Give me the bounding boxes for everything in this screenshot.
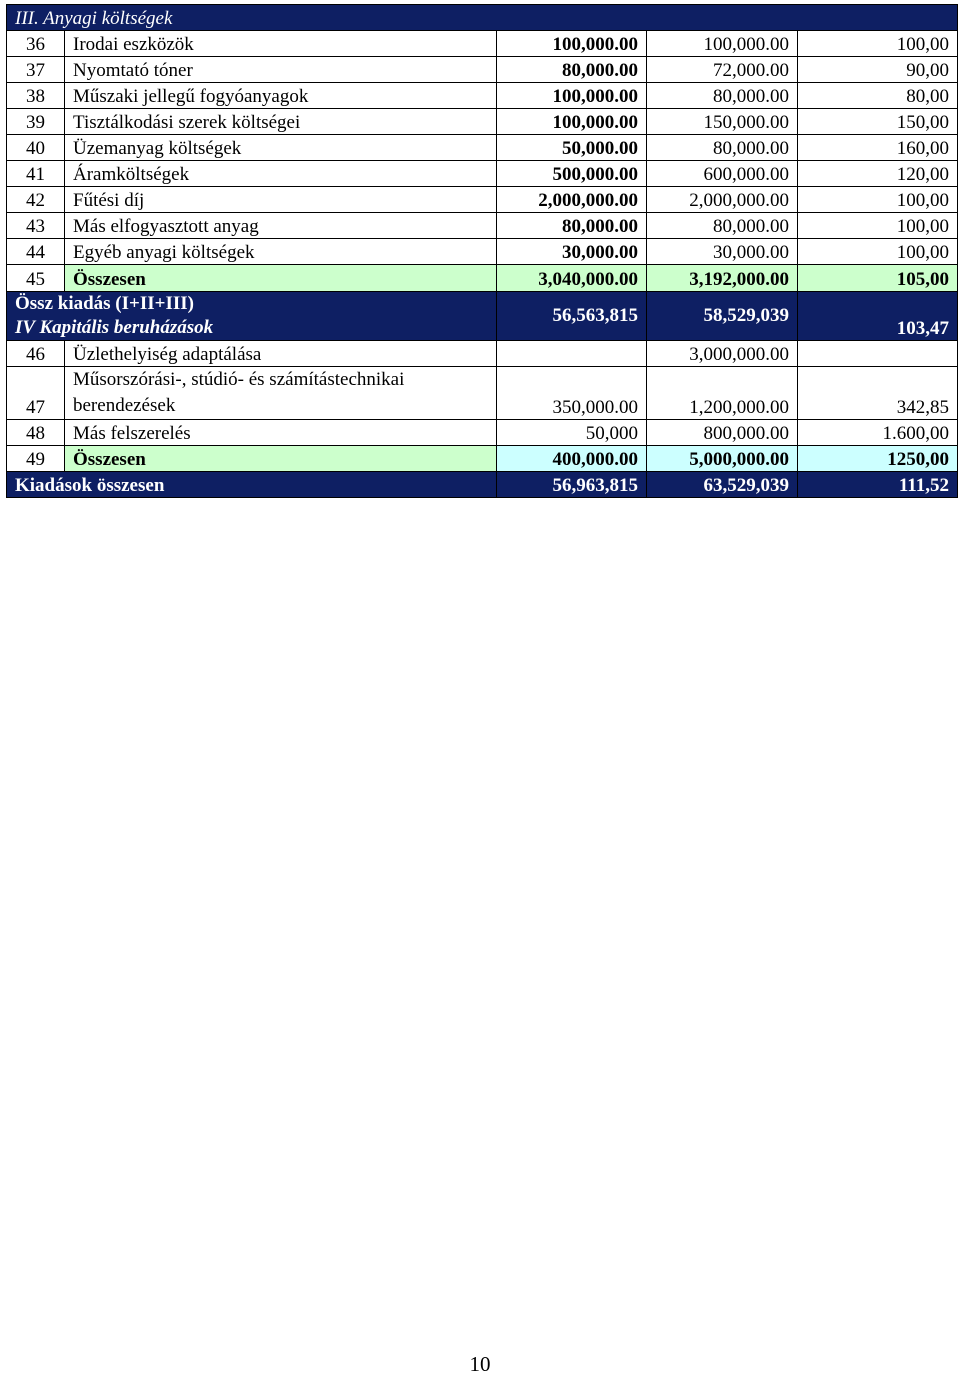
table-row xyxy=(7,57,958,83)
grand-total-row xyxy=(7,472,958,498)
table-row xyxy=(7,83,958,109)
subtotal-planned: 3,040,000.00 xyxy=(497,265,647,292)
row-name: Tisztálkodási szerek költségei xyxy=(65,109,497,135)
row-number: 38 xyxy=(7,83,65,109)
total-summary-index: 103,47 xyxy=(798,292,958,341)
row-name: Más elfogyasztott anyag xyxy=(65,213,497,239)
actual-value: 100,000.00 xyxy=(647,31,798,57)
actual-value: 800,000.00 xyxy=(647,420,798,446)
row-name: Műsorszórási-, stúdió- és számítástechnikai berendezések xyxy=(65,367,497,420)
planned-value: 100,000.00 xyxy=(497,83,647,109)
planned-value: 500,000.00 xyxy=(497,161,647,187)
row-number: 39 xyxy=(7,109,65,135)
index-value: 100,00 xyxy=(798,187,958,213)
index-value: 160,00 xyxy=(798,135,958,161)
row-number: 46 xyxy=(7,341,65,367)
table-row xyxy=(7,341,958,367)
planned-value: 30,000.00 xyxy=(497,239,647,265)
section-title: III. Anyagi költségek xyxy=(7,5,958,31)
grand-total-planned: 56,963,815 xyxy=(497,472,647,498)
table-row xyxy=(7,135,958,161)
planned-value xyxy=(497,341,647,367)
table-row xyxy=(7,239,958,265)
actual-value: 80,000.00 xyxy=(647,135,798,161)
row-number: 49 xyxy=(7,446,65,472)
actual-value: 150,000.00 xyxy=(647,109,798,135)
total-summary-labels xyxy=(7,292,497,341)
actual-value: 2,000,000.00 xyxy=(647,187,798,213)
table-row xyxy=(7,161,958,187)
index-value: 120,00 xyxy=(798,161,958,187)
row-number: 40 xyxy=(7,135,65,161)
planned-value: 100,000.00 xyxy=(497,109,647,135)
row-name: Műszaki jellegű fogyóanyagok xyxy=(65,83,497,109)
row-number: 41 xyxy=(7,161,65,187)
capital-subtotal-index: 1250,00 xyxy=(798,446,958,472)
subtotal-label: Összesen xyxy=(65,265,497,292)
planned-value: 100,000.00 xyxy=(497,31,647,57)
total-summary-planned: 56,563,815 xyxy=(497,292,647,341)
index-value: 100,00 xyxy=(798,239,958,265)
capital-subtotal-row xyxy=(7,446,958,472)
table-row xyxy=(7,187,958,213)
table-row xyxy=(7,31,958,57)
grand-total-actual: 63,529,039 xyxy=(647,472,798,498)
index-value: 1.600,00 xyxy=(798,420,958,446)
planned-value: 350,000.00 xyxy=(497,367,647,420)
table-row xyxy=(7,213,958,239)
planned-value: 80,000.00 xyxy=(497,57,647,83)
section-header-row xyxy=(7,5,958,31)
actual-value: 72,000.00 xyxy=(647,57,798,83)
index-value: 100,00 xyxy=(798,213,958,239)
row-name: Más felszerelés xyxy=(65,420,497,446)
capital-section-title: IV Kapitális beruházások xyxy=(15,317,214,338)
capital-subtotal-actual: 5,000,000.00 xyxy=(647,446,798,472)
subtotal-actual: 3,192,000.00 xyxy=(647,265,798,292)
budget-table xyxy=(6,4,958,498)
row-number: 36 xyxy=(7,31,65,57)
row-name: Egyéb anyagi költségek xyxy=(65,239,497,265)
row-number: 43 xyxy=(7,213,65,239)
actual-value: 3,000,000.00 xyxy=(647,341,798,367)
actual-value: 80,000.00 xyxy=(647,83,798,109)
grand-total-index: 111,52 xyxy=(798,472,958,498)
row-name: Áramköltségek xyxy=(65,161,497,187)
total-summary-label: Össz kiadás (I+II+III) xyxy=(15,293,194,314)
index-value: 150,00 xyxy=(798,109,958,135)
planned-value: 50,000.00 xyxy=(497,135,647,161)
row-name: Irodai eszközök xyxy=(65,31,497,57)
table-row xyxy=(7,420,958,446)
row-number: 37 xyxy=(7,57,65,83)
table-row xyxy=(7,109,958,135)
page-number: 10 xyxy=(469,1352,491,1376)
table-row xyxy=(7,367,958,420)
actual-value: 30,000.00 xyxy=(647,239,798,265)
index-value xyxy=(798,341,958,367)
planned-value: 80,000.00 xyxy=(497,213,647,239)
total-summary-row xyxy=(7,292,958,341)
planned-value: 2,000,000.00 xyxy=(497,187,647,213)
row-name: Üzemanyag költségek xyxy=(65,135,497,161)
subtotal-row xyxy=(7,265,958,292)
total-summary-actual: 58,529,039 xyxy=(647,292,798,341)
row-number: 44 xyxy=(7,239,65,265)
row-number: 42 xyxy=(7,187,65,213)
actual-value: 80,000.00 xyxy=(647,213,798,239)
row-number: 48 xyxy=(7,420,65,446)
row-name: Üzlethelyiség adaptálása xyxy=(65,341,497,367)
row-number: 47 xyxy=(7,367,65,420)
subtotal-index: 105,00 xyxy=(798,265,958,292)
grand-total-label: Kiadások összesen xyxy=(7,472,497,498)
index-value: 100,00 xyxy=(798,31,958,57)
index-value: 342,85 xyxy=(798,367,958,420)
row-name: Fűtési díj xyxy=(65,187,497,213)
capital-subtotal-planned: 400,000.00 xyxy=(497,446,647,472)
actual-value: 1,200,000.00 xyxy=(647,367,798,420)
actual-value: 600,000.00 xyxy=(647,161,798,187)
planned-value: 50,000 xyxy=(497,420,647,446)
capital-subtotal-label: Összesen xyxy=(65,446,497,472)
row-number: 45 xyxy=(7,265,65,292)
row-name: Nyomtató tóner xyxy=(65,57,497,83)
index-value: 80,00 xyxy=(798,83,958,109)
index-value: 90,00 xyxy=(798,57,958,83)
